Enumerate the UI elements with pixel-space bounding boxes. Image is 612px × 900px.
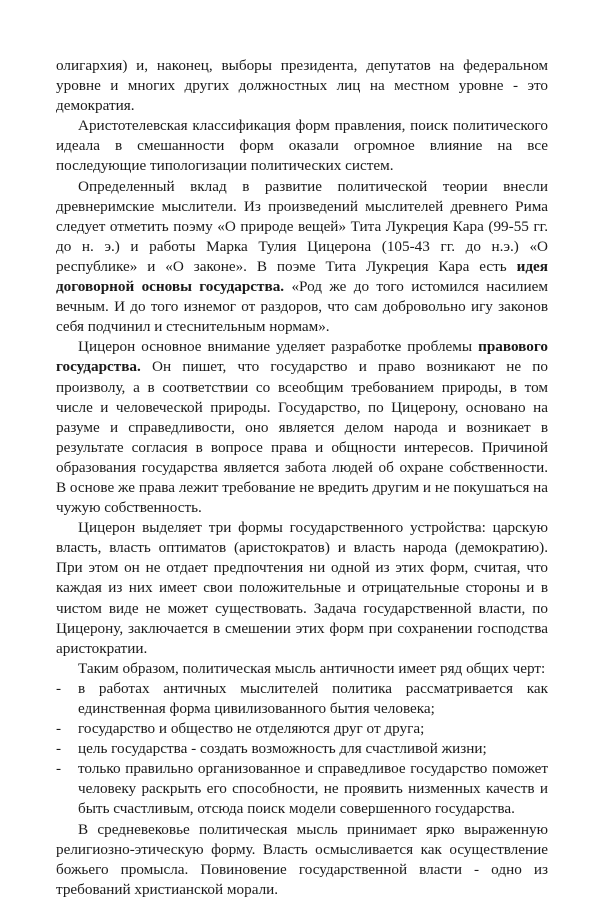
paragraph-2: Аристотелевская классификация форм правления, поиск политического идеала в смешанности форм оказали огромное влияние на все последующие типологизации политических систем. (56, 117, 548, 175)
list-item (56, 759, 548, 819)
list-item (56, 719, 548, 739)
paragraph-4-text-start: Цицерон основное внимание уделяет разработке проблемы (78, 338, 479, 356)
paragraph-3-text-end: «Род же до того истомился насилием вечным. И до того изнемог от раздоров, что сам добровольно игу законов себя подчинил и стеснительным нормам». (56, 278, 548, 336)
list-item-text: только правильно организованное и справедливое государство поможет человеку раскрыть его способности, не проявить низменных качеств и быть счастливым, отсюда поиск модели совершенного государства. (78, 760, 548, 818)
paragraph-final: В средневековье политическая мысль принимает ярко выраженную религиозно-этическую форму. Власть осмысливается как осуществление божьего промысла. Повиновение государственной власти - одно из требований христианской морали. (56, 820, 548, 898)
paragraph-5: Цицерон выделяет три формы государственного устройства: царскую власть, власть оптиматов (аристократов) и власть народа (демократию). При этом он не отдает предпочтения ни одной из этих форм, считая, что каждая из них имеет свои положительные и отрицательные стороны и в чистом виде не может существовать. Задача государственной власти, по Цицерону, заключается в смешении этих форм при сохранении господства аристократии. (56, 519, 548, 657)
list-dash-marker: - (56, 720, 62, 738)
list-dash-marker: - (56, 679, 62, 697)
paragraph-3 (56, 177, 548, 338)
paragraph-3-bold-phrase: идея договорной основы государства. (56, 257, 548, 296)
list-item-text: в работах античных мыслителей политика рассматривается как единственная форма цивилизованного бытия человека; (78, 679, 548, 717)
paragraph-3-text-start: Определенный вклад в развитие политической теории внесли древнеримские мыслители. Из произведений мыслителей древнего Рима следует отметить поэму «О природе вещей» Тита Лукреция Кара (99-55 гг. до н. э.) и работы Марка Тулия Цицерона (105-43 гг. до н.э.) «О республике» и «О законе». В поэме Тита Лукреция Кара есть (56, 177, 548, 275)
paragraph-1: олигархия) и, наконец, выборы президента, депутатов на федеральном уровне и многих других должностных лиц на местном уровне - это демократия. (56, 57, 548, 115)
paragraph-4-bold-phrase: правового государства. (56, 338, 548, 376)
list-item-text: государство и общество не отделяются друг от друга; (78, 720, 425, 738)
list-dash-marker: - (56, 740, 62, 758)
paragraph-4 (56, 337, 548, 518)
list-dash-marker: - (56, 760, 62, 778)
list-item (56, 739, 548, 759)
features-list (56, 679, 548, 820)
list-item-text: цель государства - создать возможность для счастливой жизни; (78, 740, 487, 758)
paragraph-4-text-end: Он пишет, что государство и право возникают не по произволу, а в соответствии со всеобщим требованием природы, в том числе и человеческой природы. Государство, по Цицерону, основано на разуме и справедливости, оно является делом народа и возникает в результате согласия в вопросе права и общности интересов. Причиной образования государства является забота людей об охране собственности. В основе же права лежит требование не вредить другим и не покушаться на чужую собственность. (56, 358, 548, 517)
paragraph-6: Таким образом, политическая мысль античности имеет ряд общих черт: (78, 659, 546, 677)
list-item (56, 679, 548, 719)
